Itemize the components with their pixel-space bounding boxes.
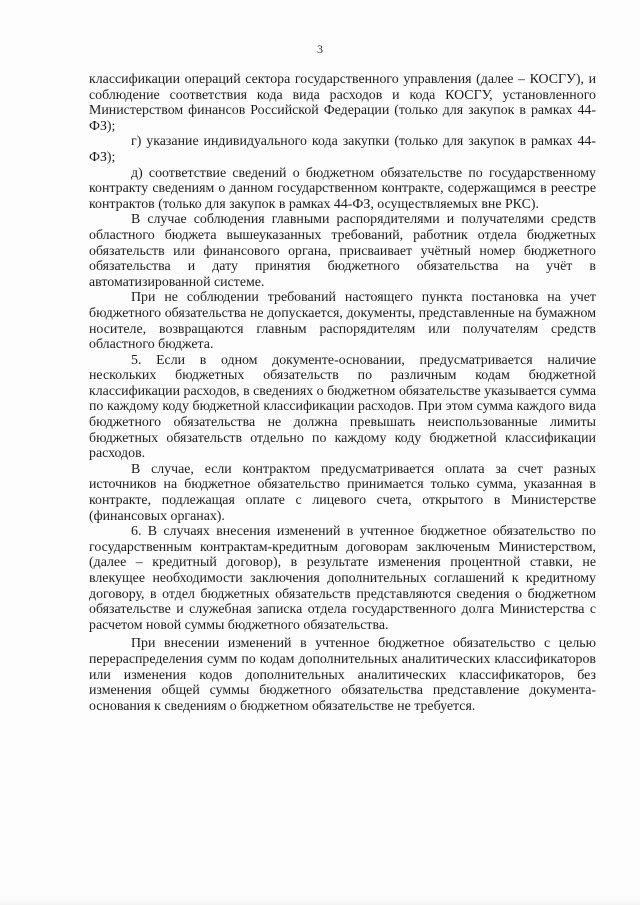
paragraph-kosgu-continuation: классификации операций сектора государственного управления (далее – КОСГУ), и соблюдение соответствия кода вида расходов и кода КОСГУ, установленного Министерством финансов Российской Федерации (только для закупок в рамках 44-ФЗ); bbox=[89, 72, 596, 134]
page-number: 3 bbox=[317, 42, 323, 56]
paragraph-item-d: д) соответствие сведений о бюджетном обязательстве по государственному контракту сведениям о данном государственном контракте, содержащимся в реестре контрактов (только для закупок в рамках 44-ФЗ, осуществляемых вне РКС). bbox=[89, 165, 596, 212]
paragraph-non-compliance: При не соблюдении требований настоящего пункта постановка на учет бюджетного обязательства не допускается, документы, представленные на бумажном носителе, возвращаются главным распорядителям или получателям средств областного бюджета. bbox=[89, 290, 596, 353]
paragraph-clause-5: 5. Если в одном документе-основании, предусматривается наличие нескольких бюджетных обязательств по различным кодам бюджетной классификации расходов, в сведениях о бюджетном обязательстве указывается сумма по каждому коду бюджетной классификации расходов. При этом сумма каждого вида бюджетного обязательства не должна превышать неиспользованные лимиты бюджетных обязательств отдельно по каждому коду бюджетной классификации расходов. bbox=[89, 352, 596, 462]
paragraph-multiple-sources: В случае, если контрактом предусматривается оплата за счет разных источников на бюджетное обязательство принимается только сумма, указанная в контракте, подлежащая оплате с лицевого счета, открытого в Министерстве (финансовых органах). bbox=[89, 461, 596, 524]
paragraph-registration-conditions: В случае соблюдения главными распорядителями и получателями средств областного бюджета вышеуказанных требований, работник отдела бюджетных обязательств или финансового органа, присваивает учётный номер бюджетного обязательства и дату принятия бюджетного обязательства на учёт в автоматизированной системе. bbox=[89, 212, 596, 290]
scan-edge-shadow bbox=[0, 899, 640, 905]
paragraph-clause-6: 6. В случаях внесения изменений в учтенное бюджетное обязательство по государственным контрактам-кредитным договорам заключеным Министерством, (далее – кредитный договор), в результате изменения процентной ставки, не влекущее необходимости заключения дополнительных соглашений к кредитному договору, в отдел бюджетных обязательств представляются сведения о бюджетном обязательстве и служебная записка отдела государственного долга Министерства с расчетом новой суммы бюджетного обязательства. bbox=[89, 524, 596, 633]
document-body bbox=[89, 72, 596, 714]
paragraph-redistribution: При внесении изменений в учтенное бюджетное обязательство с целью перераспределения сумм по кодам дополнительных аналитических классификаторов или изменения кодов дополнительных аналитических классификаторов, без изменения общей суммы бюджетного обязательства представление документа-основания к сведениям о бюджетном обязательстве не требуется. bbox=[89, 636, 596, 714]
paragraph-item-g: г) указание индивидуального кода закупки (только для закупок в рамках 44-ФЗ); bbox=[89, 134, 596, 165]
